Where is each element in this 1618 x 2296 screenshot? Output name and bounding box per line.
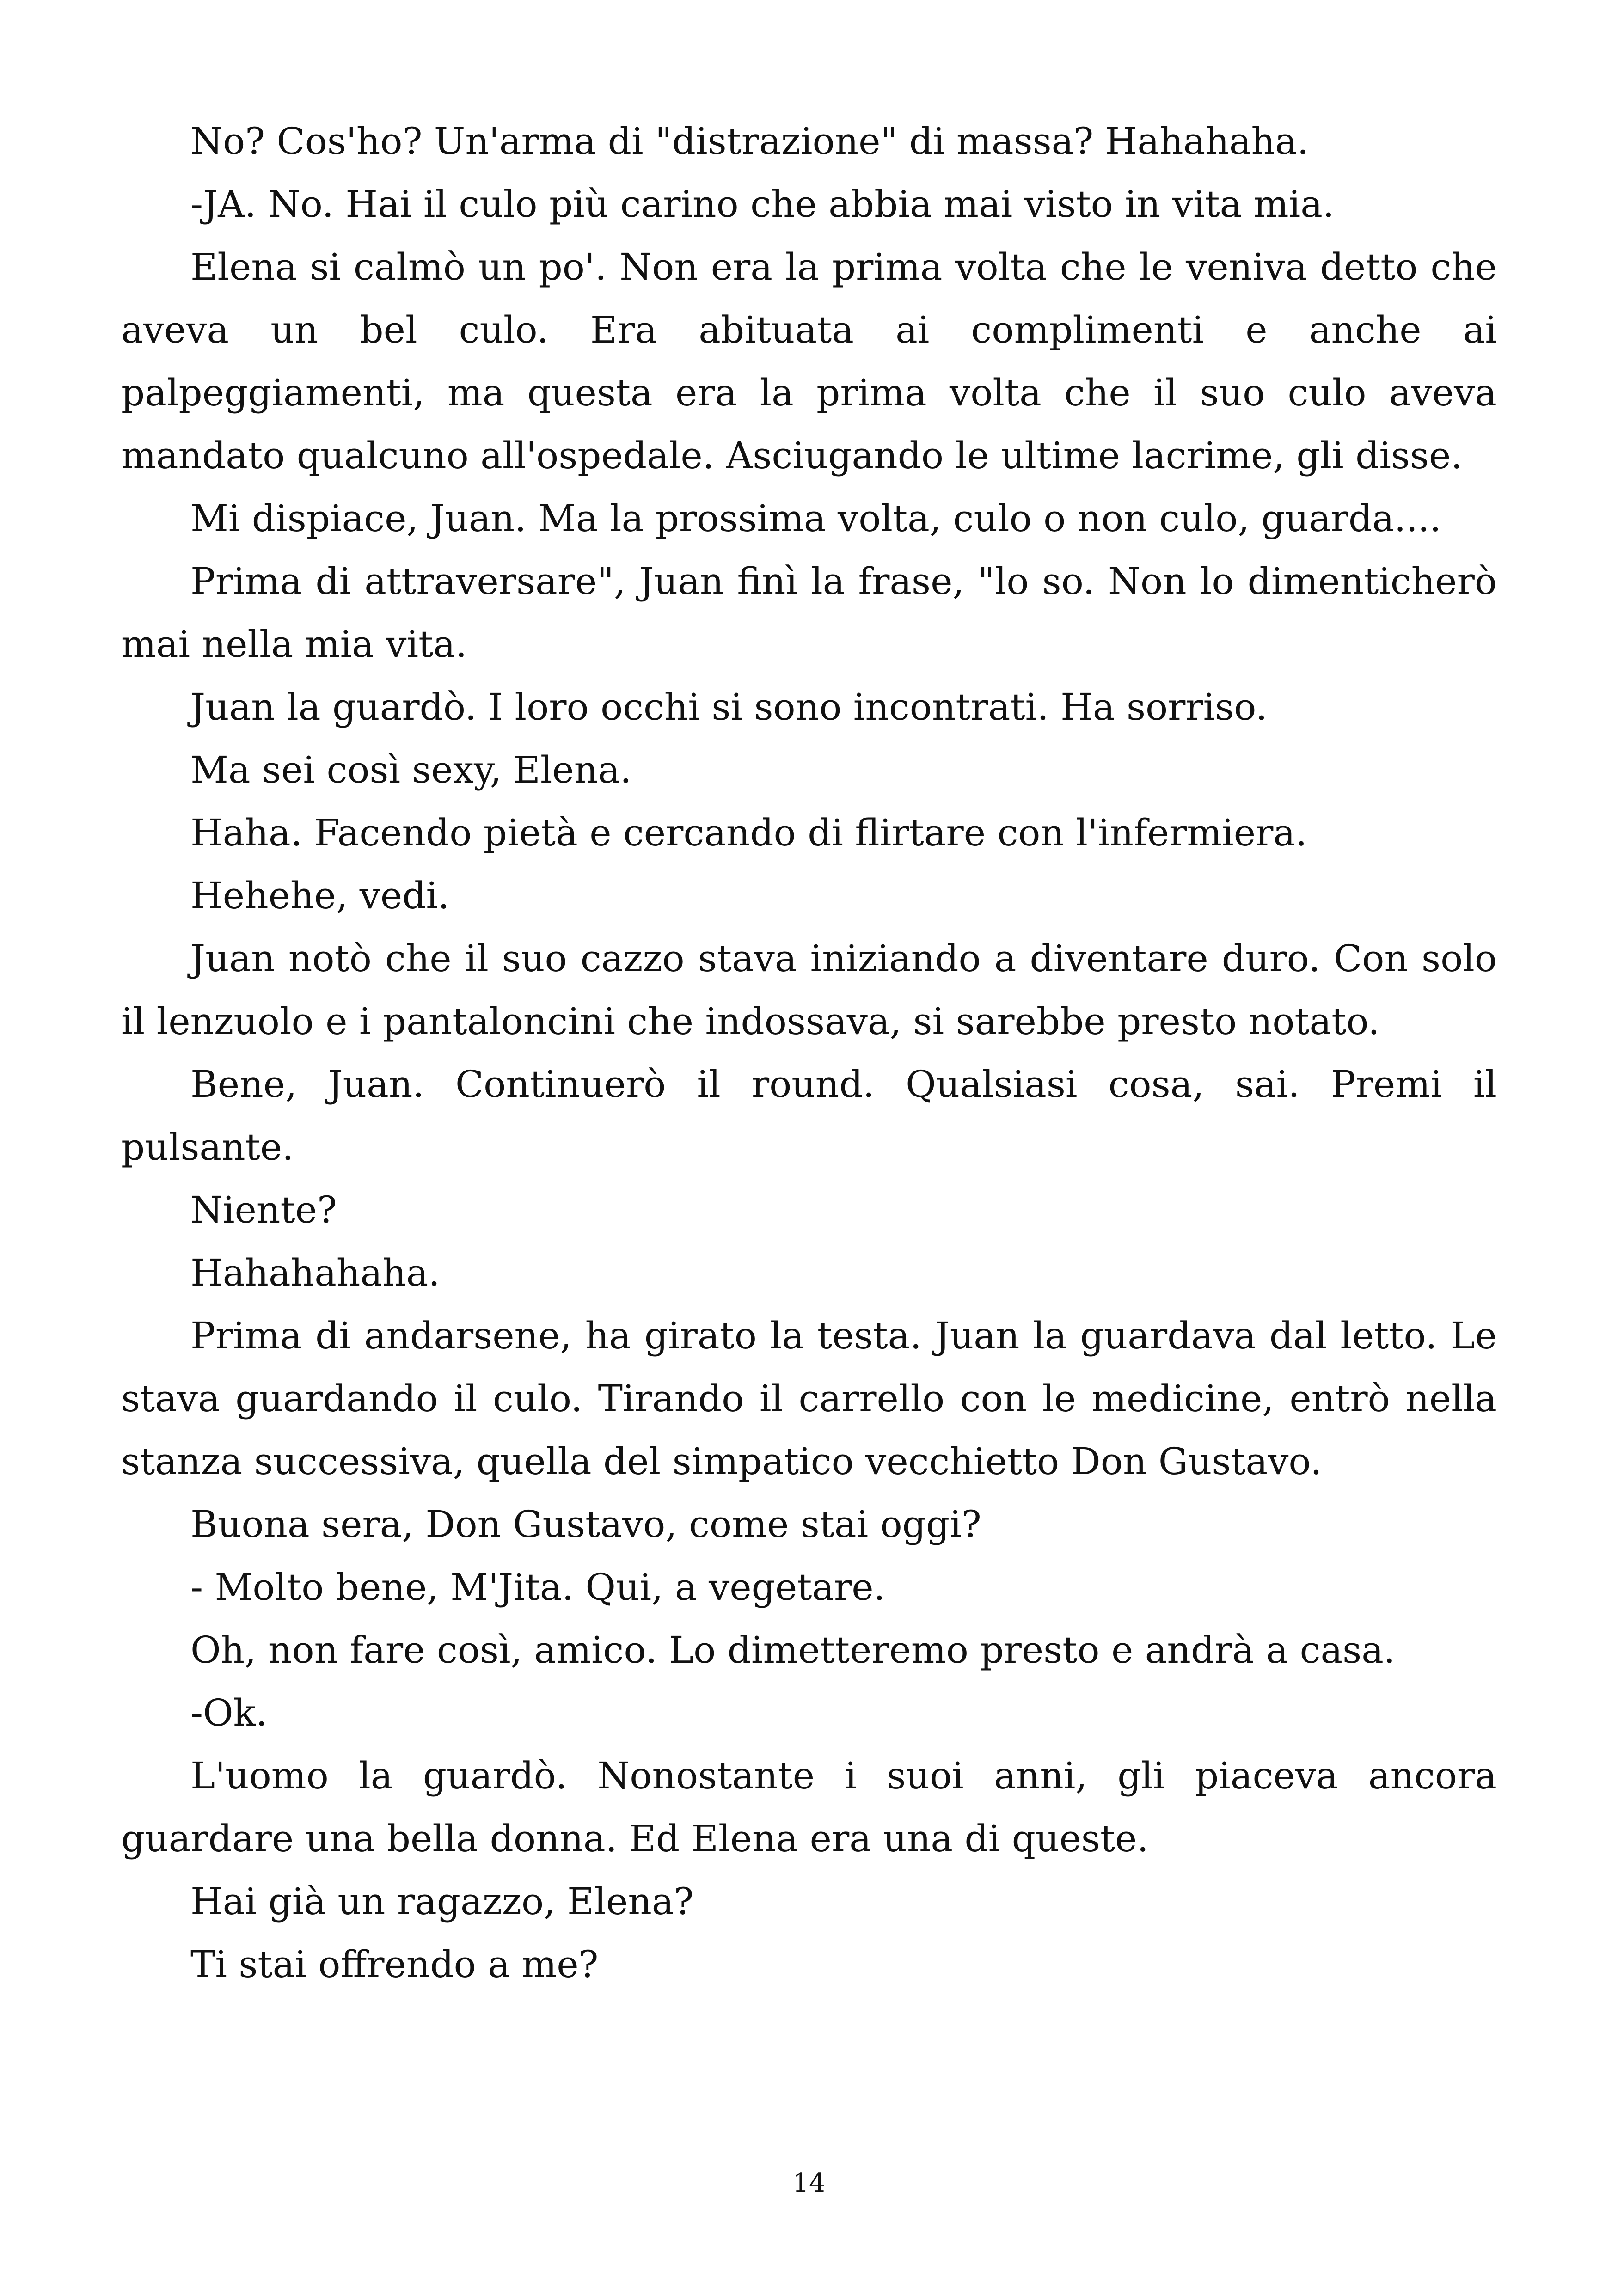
paragraph: Mi dispiace, Juan. Ma la prossima volta, culo o non culo, guarda.... [190,497,1441,540]
paragraph: -Ok. [190,1691,268,1734]
page-number: 14 [792,2168,826,2198]
paragraph: L'uomo la guardò. Nonostante i suoi anni, gli piaceva ancora guardare una bella donna. Ed Elena era una di queste. [121,1754,1497,1860]
paragraph: -JA. No. Hai il culo più carino che abbia mai visto in vita mia. [190,183,1335,226]
paragraph: Haha. Facendo pietà e cercando di flirtare con l'infermiera. [190,811,1307,854]
paragraph: Elena si calmò un po'. Non era la prima volta che le veniva detto che aveva un bel culo. Era abituata ai complimenti e anche ai palpeggiamenti, ma questa era la prima volta che il suo culo aveva mandato qualcuno all'ospedale. Asciugando le ultime lacrime, gli disse. [121,245,1497,477]
paragraph: Ti stai offrendo a me? [190,1943,599,1986]
paragraph: Hehehe, vedi. [190,874,450,917]
paragraph: No? Cos'ho? Un'arma di "distrazione" di massa? Hahahaha. [190,120,1309,163]
body-text [121,110,1497,1996]
paragraph: - Molto bene, M'Jita. Qui, a vegetare. [190,1566,886,1609]
paragraph: Oh, non fare così, amico. Lo dimetteremo presto e andrà a casa. [190,1629,1396,1671]
paragraph: Juan la guardò. I loro occhi si sono incontrati. Ha sorriso. [190,686,1268,729]
paragraph: Bene, Juan. Continuerò il round. Qualsiasi cosa, sai. Premi il pulsante. [121,1063,1497,1169]
paragraph: Juan notò che il suo cazzo stava iniziando a diventare duro. Con solo il lenzuolo e i pantaloncini che indossava, si sarebbe presto notato. [121,937,1497,1043]
paragraph: Prima di attraversare", Juan finì la frase, "lo so. Non lo dimenticherò mai nella mia vita. [121,560,1497,666]
paragraph: Prima di andarsene, ha girato la testa. Juan la guardava dal letto. Le stava guardando il culo. Tirando il carrello con le medicine, entrò nella stanza successiva, quella del simpatico vecchietto Don Gustavo. [121,1314,1497,1483]
paragraph: Hai già un ragazzo, Elena? [190,1880,694,1923]
paragraph: Hahahahaha. [190,1251,440,1294]
paragraph: Ma sei così sexy, Elena. [190,748,632,791]
paragraph: Buona sera, Don Gustavo, come stai oggi? [190,1503,981,1546]
paragraph: Niente? [190,1188,337,1231]
